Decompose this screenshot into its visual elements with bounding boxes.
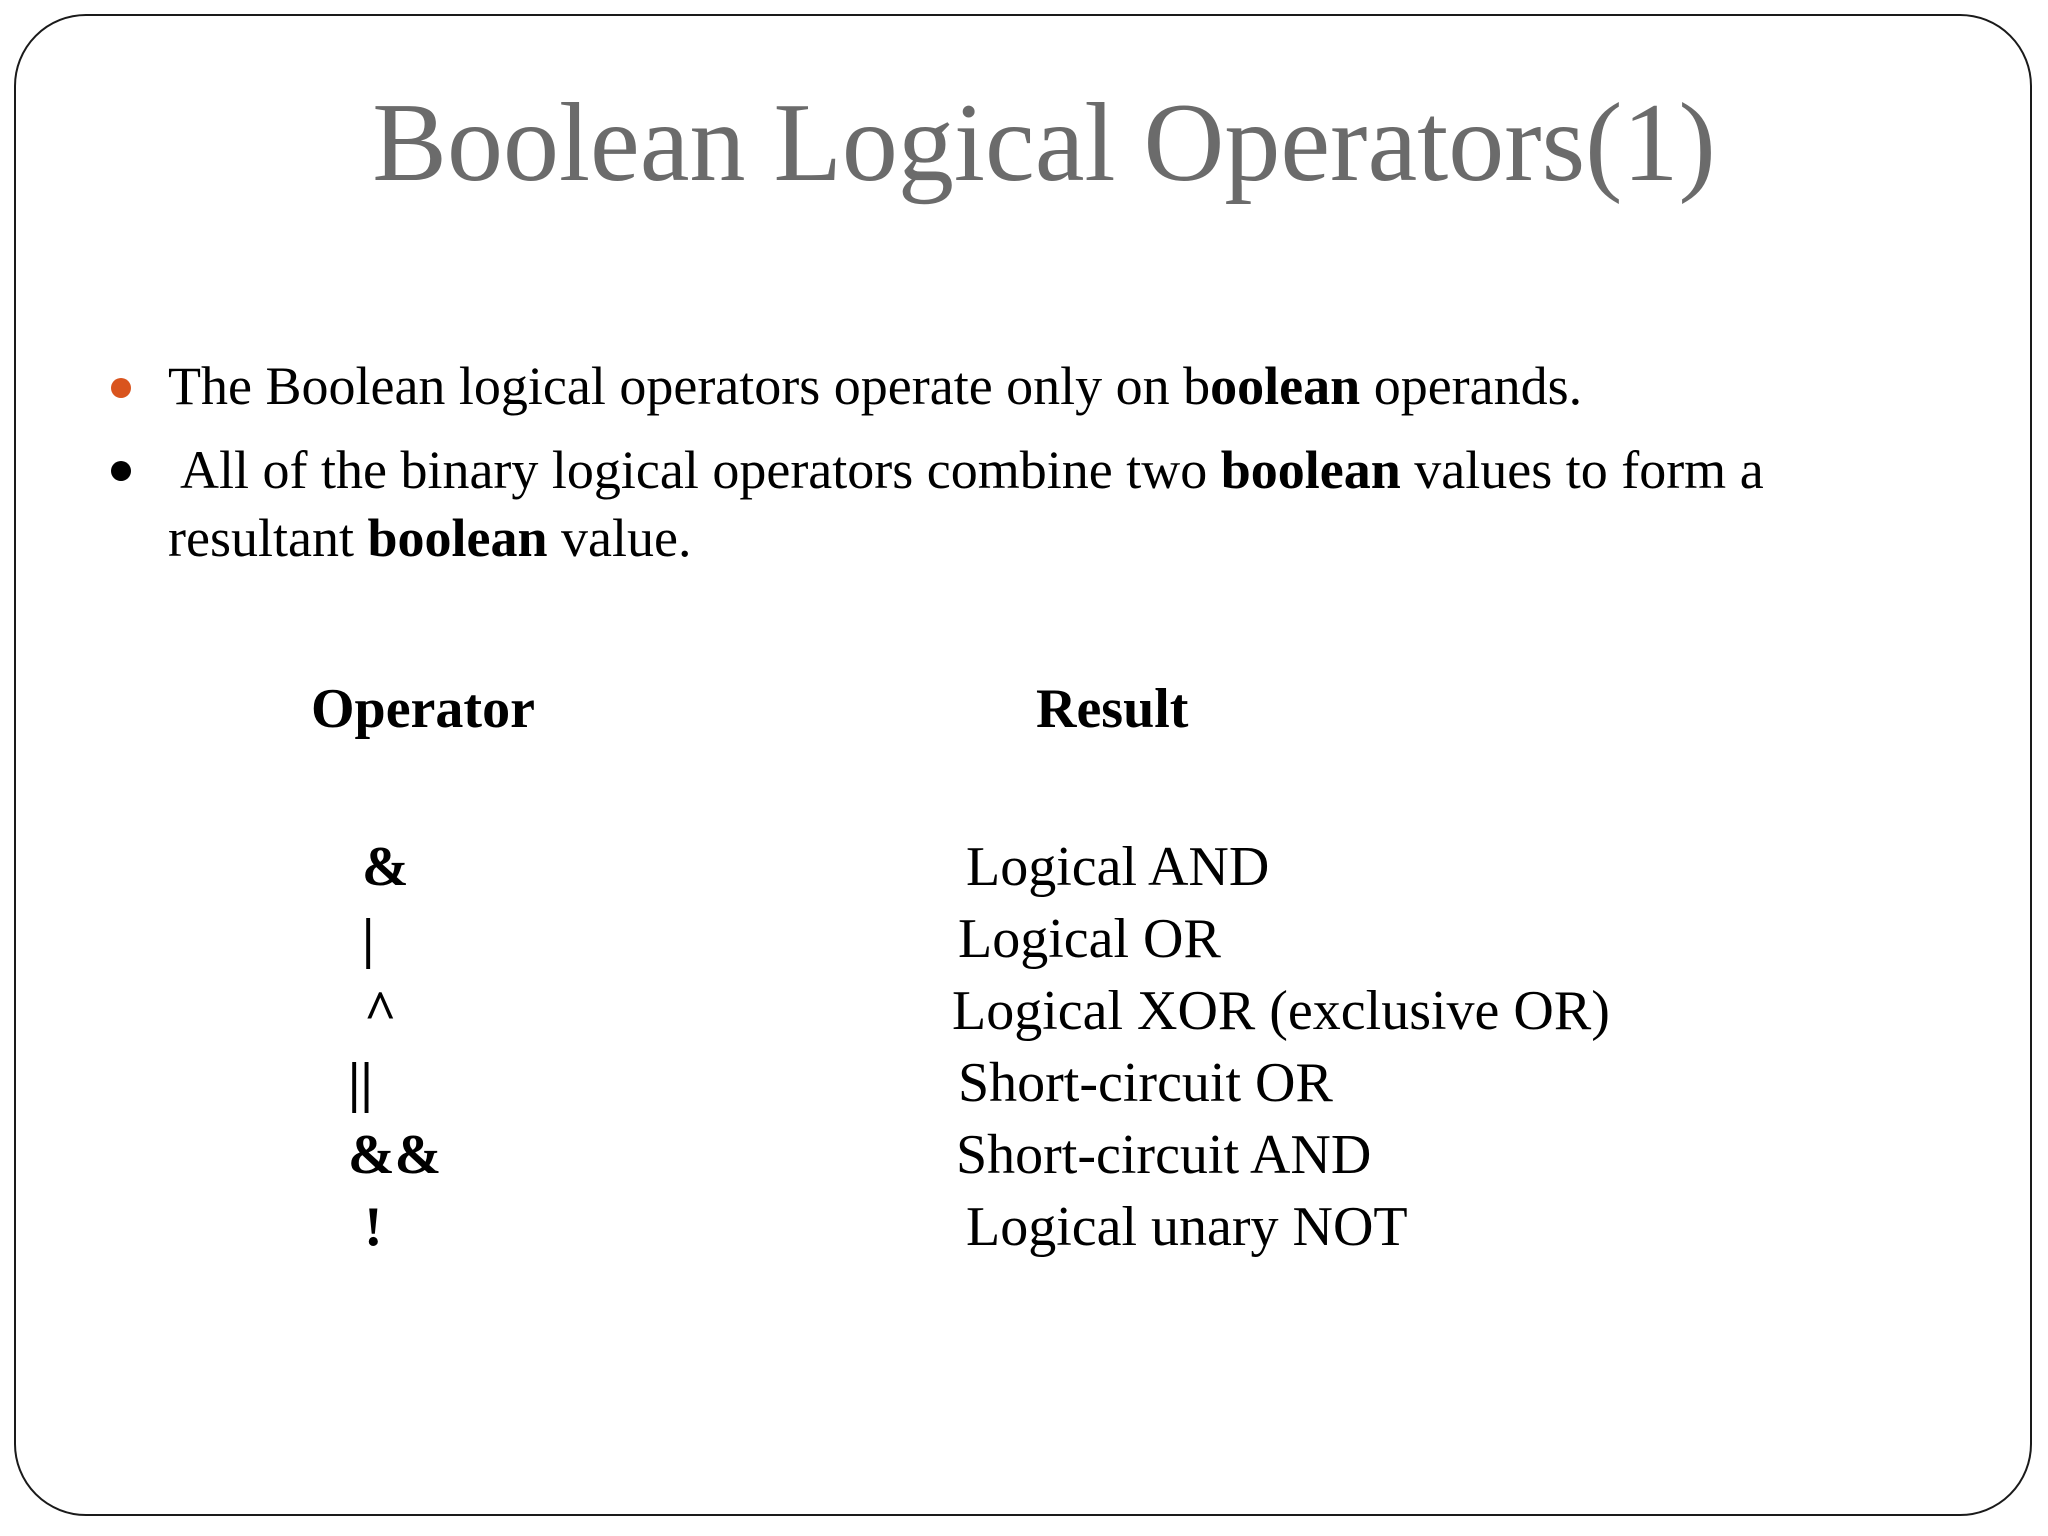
bullet-2-line-1: All of the binary logical operators combine two boolean values to form a [180, 440, 1764, 500]
operator-cell: | [362, 908, 375, 970]
bullet-1: The Boolean logical operators operate only on boolean operands. [168, 356, 1583, 416]
bullet-2-line-2: resultant boolean value. [168, 508, 692, 568]
operator-cell: & [362, 836, 409, 898]
operator-cell: ! [364, 1196, 383, 1258]
operator-column-header: Operator [311, 678, 535, 740]
operator-cell: ^ [364, 980, 397, 1042]
operator-cell: && [348, 1124, 442, 1186]
slide-title: Boolean Logical Operators(1) [372, 81, 1716, 205]
operator-cell: || [348, 1052, 373, 1114]
result-cell: Short-circuit AND [956, 1124, 1372, 1186]
result-cell: Short-circuit OR [958, 1052, 1333, 1114]
bullet-dot-icon [111, 378, 131, 398]
result-cell: Logical OR [958, 908, 1221, 970]
result-cell: Logical AND [966, 836, 1270, 898]
slide-frame [14, 14, 2032, 1516]
result-cell: Logical unary NOT [966, 1196, 1408, 1258]
bullet-dot-icon [111, 461, 131, 481]
result-column-header: Result [1036, 678, 1189, 740]
result-cell: Logical XOR (exclusive OR) [952, 980, 1610, 1042]
